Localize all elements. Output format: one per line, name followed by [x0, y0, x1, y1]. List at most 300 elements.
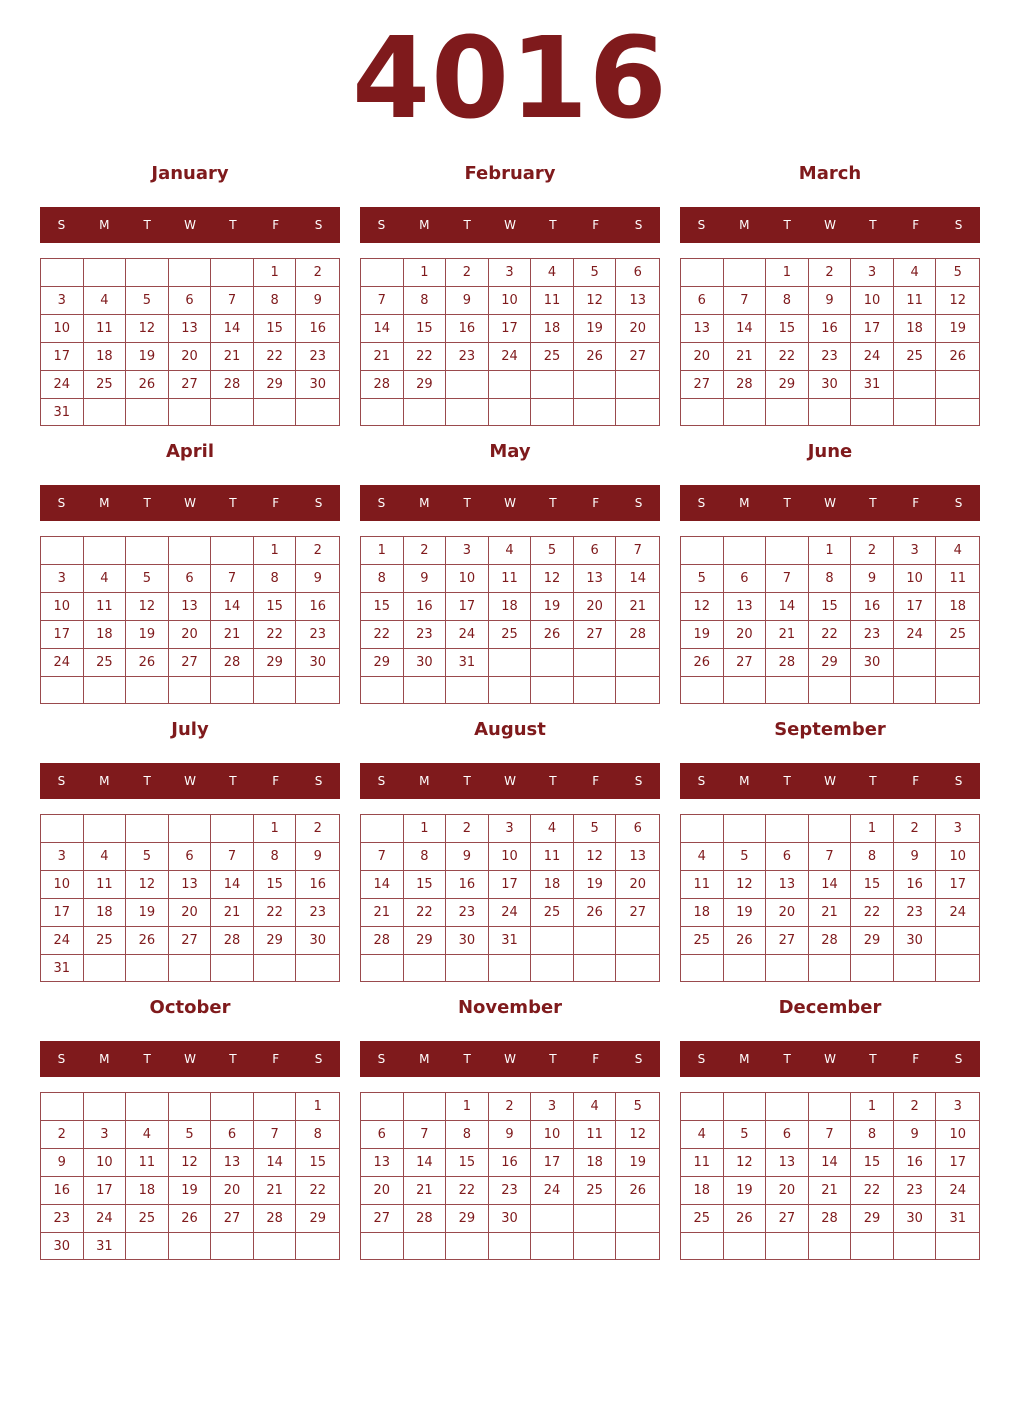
weekday-label: T	[783, 496, 791, 510]
day-cell: 12	[681, 593, 724, 621]
empty-day-cell	[41, 259, 84, 287]
day-cell: 10	[489, 287, 532, 315]
day-cell: 11	[574, 1121, 617, 1149]
day-cell: 4	[574, 1093, 617, 1121]
empty-day-cell	[446, 677, 489, 703]
day-cell: 26	[531, 621, 574, 649]
weekday-label: T	[143, 774, 151, 788]
empty-day-cell	[681, 677, 724, 703]
empty-day-cell	[296, 1233, 339, 1260]
empty-day-cell	[724, 1093, 767, 1121]
day-cell: 25	[84, 371, 127, 399]
day-cell: 25	[531, 343, 574, 371]
day-cell: 4	[84, 565, 127, 593]
day-cell: 28	[616, 621, 659, 649]
empty-day-cell	[296, 399, 339, 426]
day-cell: 22	[766, 343, 809, 371]
day-cell: 2	[894, 1093, 937, 1121]
day-cell: 8	[254, 843, 297, 871]
day-cell: 3	[489, 815, 532, 843]
day-cell: 27	[169, 927, 212, 955]
day-cell: 10	[851, 287, 894, 315]
day-cell: 29	[446, 1205, 489, 1233]
empty-day-cell	[681, 955, 724, 981]
day-cell: 17	[936, 871, 979, 899]
empty-day-cell	[446, 955, 489, 981]
month-name: March	[798, 163, 862, 184]
day-cell: 21	[361, 343, 404, 371]
day-cell: 23	[894, 1177, 937, 1205]
day-cell: 3	[936, 1093, 979, 1121]
weekday-label: S	[377, 1052, 386, 1066]
weekday-label: W	[824, 496, 836, 510]
empty-day-cell	[724, 259, 767, 287]
day-cell: 13	[169, 871, 212, 899]
day-cell: 6	[616, 815, 659, 843]
day-cell: 17	[446, 593, 489, 621]
day-cell: 14	[809, 871, 852, 899]
day-cell: 29	[851, 927, 894, 955]
day-cell: 20	[724, 621, 767, 649]
weekday-label: M	[739, 496, 750, 510]
weekday-label: S	[314, 774, 323, 788]
day-cell: 27	[211, 1205, 254, 1233]
day-cell: 2	[489, 1093, 532, 1121]
day-cell: 19	[936, 315, 979, 343]
empty-day-cell	[361, 1233, 404, 1259]
empty-day-cell	[936, 927, 979, 955]
day-cell: 17	[936, 1149, 979, 1177]
day-cell: 18	[84, 899, 127, 927]
day-cell: 17	[531, 1149, 574, 1177]
day-cell: 4	[681, 843, 724, 871]
day-cell: 23	[894, 899, 937, 927]
empty-day-cell	[574, 677, 617, 703]
day-cell: 6	[681, 287, 724, 315]
day-cell: 20	[681, 343, 724, 371]
weekday-label: T	[463, 1052, 471, 1066]
day-cell: 1	[296, 1093, 339, 1121]
day-cell: 30	[851, 649, 894, 677]
day-cell: 3	[84, 1121, 127, 1149]
day-cell: 1	[404, 815, 447, 843]
empty-day-cell	[809, 399, 852, 425]
day-cell: 24	[489, 343, 532, 371]
day-cell: 11	[936, 565, 979, 593]
weekday-header	[360, 485, 660, 521]
day-cell: 29	[851, 1205, 894, 1233]
day-cell: 26	[574, 343, 617, 371]
weekday-label: S	[697, 496, 706, 510]
day-cell: 31	[851, 371, 894, 399]
empty-day-cell	[489, 649, 532, 677]
day-cell: 23	[41, 1205, 84, 1233]
weekday-label: W	[184, 218, 196, 232]
day-cell: 22	[851, 899, 894, 927]
empty-day-cell	[489, 677, 532, 703]
day-cell: 16	[41, 1177, 84, 1205]
weekday-label: T	[549, 1052, 557, 1066]
day-cell: 29	[361, 649, 404, 677]
empty-day-cell	[616, 927, 659, 955]
day-cell: 3	[41, 843, 84, 871]
empty-day-cell	[211, 399, 254, 426]
day-cell: 15	[851, 1149, 894, 1177]
day-cell: 1	[766, 259, 809, 287]
day-cell: 2	[41, 1121, 84, 1149]
weekday-label: T	[229, 774, 237, 788]
empty-day-cell	[851, 1233, 894, 1259]
empty-day-cell	[169, 399, 212, 426]
empty-day-cell	[446, 371, 489, 399]
weekday-label: W	[504, 774, 516, 788]
day-cell: 22	[809, 621, 852, 649]
day-cell: 6	[169, 843, 212, 871]
day-cell: 16	[446, 315, 489, 343]
day-cell: 9	[489, 1121, 532, 1149]
empty-day-cell	[531, 677, 574, 703]
day-cell: 8	[361, 565, 404, 593]
day-cell: 8	[851, 1121, 894, 1149]
day-cell: 4	[681, 1121, 724, 1149]
day-grid	[360, 1092, 660, 1260]
empty-day-cell	[489, 371, 532, 399]
weekday-label: W	[824, 1052, 836, 1066]
day-cell: 7	[724, 287, 767, 315]
day-cell: 13	[616, 287, 659, 315]
day-cell: 24	[41, 371, 84, 399]
day-cell: 26	[616, 1177, 659, 1205]
weekday-label: T	[229, 496, 237, 510]
day-cell: 29	[809, 649, 852, 677]
month-name: January	[151, 163, 229, 184]
day-cell: 8	[404, 287, 447, 315]
weekday-label: W	[184, 1052, 196, 1066]
month-name: September	[774, 719, 886, 740]
day-cell: 19	[126, 899, 169, 927]
empty-day-cell	[531, 399, 574, 425]
day-grid	[40, 1092, 340, 1260]
empty-day-cell	[724, 1233, 767, 1259]
day-cell: 3	[531, 1093, 574, 1121]
day-cell: 9	[296, 565, 339, 593]
day-cell: 12	[724, 1149, 767, 1177]
day-cell: 18	[681, 1177, 724, 1205]
day-cell: 20	[169, 621, 212, 649]
empty-day-cell	[211, 1233, 254, 1260]
empty-day-cell	[851, 955, 894, 981]
empty-day-cell	[126, 677, 169, 703]
day-cell: 27	[681, 371, 724, 399]
day-cell: 29	[254, 649, 297, 677]
weekday-label: F	[912, 1052, 920, 1066]
empty-day-cell	[169, 955, 212, 982]
day-cell: 7	[361, 843, 404, 871]
day-cell: 14	[809, 1149, 852, 1177]
day-cell: 31	[41, 955, 84, 982]
day-cell: 22	[404, 343, 447, 371]
day-grid	[680, 536, 980, 704]
day-cell: 8	[446, 1121, 489, 1149]
day-cell: 1	[254, 815, 297, 843]
weekday-label: F	[592, 496, 600, 510]
day-cell: 30	[404, 649, 447, 677]
day-cell: 13	[681, 315, 724, 343]
empty-day-cell	[809, 677, 852, 703]
day-cell: 26	[724, 1205, 767, 1233]
day-cell: 15	[446, 1149, 489, 1177]
day-cell: 29	[296, 1205, 339, 1233]
day-cell: 7	[809, 843, 852, 871]
day-cell: 19	[574, 871, 617, 899]
weekday-label: S	[954, 496, 963, 510]
empty-day-cell	[361, 399, 404, 425]
empty-day-cell	[616, 371, 659, 399]
day-cell: 9	[296, 287, 339, 315]
day-cell: 12	[126, 871, 169, 899]
month-name: December	[778, 997, 882, 1018]
day-cell: 14	[361, 871, 404, 899]
weekday-label: W	[504, 218, 516, 232]
empty-day-cell	[531, 1233, 574, 1259]
day-cell: 25	[489, 621, 532, 649]
day-cell: 29	[254, 371, 297, 399]
day-grid	[680, 1092, 980, 1260]
day-cell: 23	[446, 343, 489, 371]
day-cell: 26	[169, 1205, 212, 1233]
weekday-header	[680, 207, 980, 243]
day-cell: 11	[681, 1149, 724, 1177]
empty-day-cell	[724, 537, 767, 565]
empty-day-cell	[766, 1093, 809, 1121]
day-cell: 6	[766, 843, 809, 871]
weekday-label: F	[912, 496, 920, 510]
day-cell: 28	[766, 649, 809, 677]
day-cell: 3	[41, 287, 84, 315]
day-cell: 7	[254, 1121, 297, 1149]
day-cell: 5	[936, 259, 979, 287]
day-grid	[680, 814, 980, 982]
weekday-label: F	[272, 496, 280, 510]
day-cell: 24	[446, 621, 489, 649]
day-cell: 10	[41, 593, 84, 621]
weekday-label: T	[143, 1052, 151, 1066]
day-cell: 8	[254, 287, 297, 315]
day-cell: 19	[724, 899, 767, 927]
weekday-label: T	[549, 496, 557, 510]
day-cell: 9	[404, 565, 447, 593]
day-cell: 16	[296, 871, 339, 899]
empty-day-cell	[936, 1233, 979, 1259]
day-cell: 11	[84, 593, 127, 621]
empty-day-cell	[724, 815, 767, 843]
day-grid	[40, 536, 340, 704]
weekday-label: M	[419, 218, 430, 232]
month-name: November	[457, 997, 563, 1018]
day-cell: 27	[766, 1205, 809, 1233]
day-cell: 8	[404, 843, 447, 871]
weekday-label: M	[739, 774, 750, 788]
day-cell: 28	[211, 649, 254, 677]
weekday-label: S	[314, 496, 323, 510]
day-cell: 20	[361, 1177, 404, 1205]
day-cell: 4	[531, 815, 574, 843]
weekday-label: S	[697, 1052, 706, 1066]
empty-day-cell	[809, 815, 852, 843]
day-cell: 11	[894, 287, 937, 315]
day-cell: 1	[361, 537, 404, 565]
weekday-label: M	[99, 774, 110, 788]
day-cell: 28	[724, 371, 767, 399]
day-cell: 1	[809, 537, 852, 565]
day-cell: 10	[446, 565, 489, 593]
empty-day-cell	[851, 677, 894, 703]
empty-day-cell	[446, 1233, 489, 1259]
empty-day-cell	[894, 1233, 937, 1259]
empty-day-cell	[724, 399, 767, 425]
day-cell: 25	[84, 927, 127, 955]
day-cell: 18	[531, 315, 574, 343]
day-cell: 24	[84, 1205, 127, 1233]
empty-day-cell	[404, 1093, 447, 1121]
day-cell: 12	[616, 1121, 659, 1149]
day-cell: 18	[126, 1177, 169, 1205]
day-cell: 11	[681, 871, 724, 899]
day-cell: 27	[361, 1205, 404, 1233]
day-cell: 8	[809, 565, 852, 593]
weekday-label: T	[229, 218, 237, 232]
empty-day-cell	[936, 677, 979, 703]
day-cell: 1	[254, 259, 297, 287]
day-cell: 23	[489, 1177, 532, 1205]
empty-day-cell	[531, 649, 574, 677]
day-cell: 17	[41, 343, 84, 371]
day-cell: 22	[254, 899, 297, 927]
empty-day-cell	[84, 1093, 127, 1121]
weekday-label: M	[99, 1052, 110, 1066]
day-cell: 20	[211, 1177, 254, 1205]
day-cell: 17	[84, 1177, 127, 1205]
empty-day-cell	[809, 955, 852, 981]
day-cell: 15	[254, 315, 297, 343]
day-cell: 18	[894, 315, 937, 343]
day-cell: 13	[574, 565, 617, 593]
day-cell: 5	[126, 843, 169, 871]
day-cell: 23	[296, 343, 339, 371]
day-cell: 5	[724, 843, 767, 871]
day-cell: 24	[489, 899, 532, 927]
day-cell: 7	[809, 1121, 852, 1149]
day-cell: 20	[169, 899, 212, 927]
day-cell: 26	[126, 649, 169, 677]
day-cell: 1	[404, 259, 447, 287]
empty-day-cell	[724, 955, 767, 981]
day-cell: 13	[766, 871, 809, 899]
day-cell: 28	[254, 1205, 297, 1233]
day-cell: 21	[361, 899, 404, 927]
day-cell: 15	[404, 315, 447, 343]
day-cell: 21	[766, 621, 809, 649]
day-cell: 2	[809, 259, 852, 287]
weekday-label: M	[419, 1052, 430, 1066]
empty-day-cell	[616, 1205, 659, 1233]
day-cell: 14	[254, 1149, 297, 1177]
day-cell: 30	[446, 927, 489, 955]
day-cell: 8	[766, 287, 809, 315]
empty-day-cell	[211, 537, 254, 565]
empty-day-cell	[84, 677, 127, 703]
empty-day-cell	[766, 677, 809, 703]
day-cell: 31	[41, 399, 84, 426]
empty-day-cell	[936, 649, 979, 677]
day-cell: 15	[809, 593, 852, 621]
empty-day-cell	[361, 955, 404, 981]
day-cell: 25	[84, 649, 127, 677]
weekday-label: W	[184, 496, 196, 510]
day-cell: 27	[766, 927, 809, 955]
weekday-label: S	[954, 218, 963, 232]
day-cell: 10	[531, 1121, 574, 1149]
day-cell: 28	[809, 927, 852, 955]
day-cell: 19	[126, 621, 169, 649]
empty-day-cell	[169, 537, 212, 565]
empty-day-cell	[894, 649, 937, 677]
weekday-label: T	[869, 1052, 877, 1066]
day-cell: 1	[254, 537, 297, 565]
empty-day-cell	[126, 955, 169, 982]
empty-day-cell	[211, 677, 254, 703]
empty-day-cell	[254, 1233, 297, 1260]
day-cell: 5	[531, 537, 574, 565]
weekday-header	[40, 763, 340, 799]
day-cell: 16	[446, 871, 489, 899]
empty-day-cell	[616, 955, 659, 981]
empty-day-cell	[126, 815, 169, 843]
day-cell: 31	[936, 1205, 979, 1233]
day-cell: 18	[84, 621, 127, 649]
day-cell: 5	[574, 815, 617, 843]
weekday-label: F	[272, 774, 280, 788]
day-cell: 12	[574, 843, 617, 871]
day-cell: 13	[766, 1149, 809, 1177]
day-cell: 2	[296, 259, 339, 287]
day-cell: 16	[296, 593, 339, 621]
empty-day-cell	[254, 399, 297, 426]
day-cell: 9	[446, 843, 489, 871]
empty-day-cell	[211, 1093, 254, 1121]
day-cell: 25	[936, 621, 979, 649]
day-cell: 20	[766, 899, 809, 927]
weekday-label: T	[549, 218, 557, 232]
empty-day-cell	[766, 1233, 809, 1259]
day-cell: 31	[446, 649, 489, 677]
weekday-label: S	[377, 496, 386, 510]
empty-day-cell	[404, 399, 447, 425]
day-cell: 11	[531, 287, 574, 315]
day-cell: 28	[211, 371, 254, 399]
empty-day-cell	[254, 955, 297, 982]
day-cell: 4	[489, 537, 532, 565]
month-name: April	[165, 441, 215, 462]
day-cell: 19	[616, 1149, 659, 1177]
day-cell: 7	[211, 565, 254, 593]
weekday-label: T	[869, 774, 877, 788]
day-cell: 24	[41, 649, 84, 677]
empty-day-cell	[616, 399, 659, 425]
empty-day-cell	[169, 677, 212, 703]
day-cell: 23	[296, 621, 339, 649]
day-cell: 19	[724, 1177, 767, 1205]
